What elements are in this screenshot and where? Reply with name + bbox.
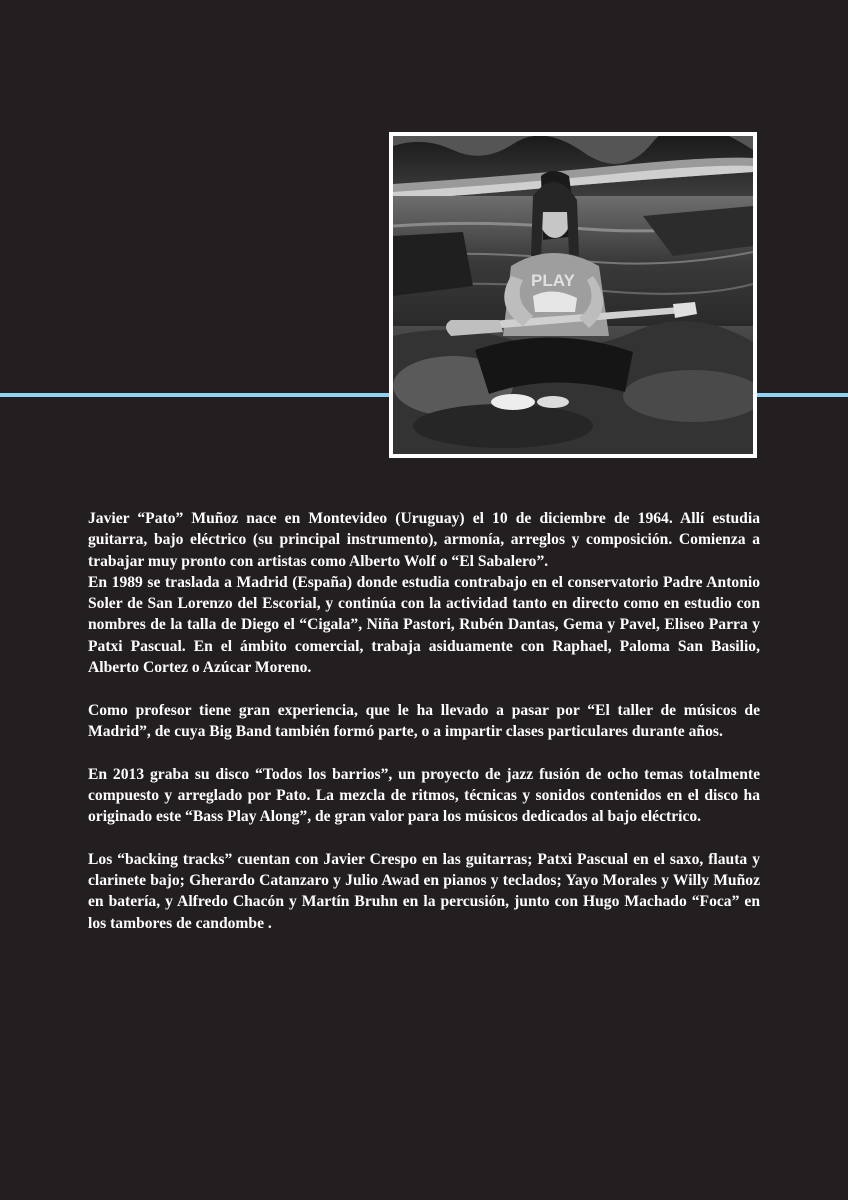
biography-text — [88, 508, 760, 934]
portrait-photo — [393, 136, 753, 454]
bio-paragraph: En 1989 se traslada a Madrid (España) donde estudia contrabajo en el conservatorio Padre Antonio Soler de San Lorenzo del Escorial, y continúa con la actividad tanto en directo como en estudio con nombres de la talla de Diego el “Cigala”, Niña Pastori, Rubén Dantas, Gema y Pavel, Eliseo Parra y Patxi Pascual. En el ámbito comercial, trabaja asiduamente con Raphael, Paloma San Basilio, Alberto Cortez o Azúcar Moreno. — [88, 573, 760, 677]
bio-paragraph: Los “backing tracks” cuentan con Javier Crespo en las guitarras; Patxi Pascual en el saxo, flauta y clarinete bajo; Gherardo Catanzaro y Julio Awad en pianos y teclados; Yayo Morales y Willy Muñoz en batería, y Alfredo Chacón y Martín Bruhn en la percusión, junto con Hugo Machado “Foca” en los tambores de candombe . — [88, 850, 760, 932]
svg-text:PLAY: PLAY — [531, 271, 575, 290]
portrait-photo-frame — [389, 132, 757, 458]
bio-paragraph: Como profesor tiene gran experiencia, que le ha llevado a pasar por “El taller de músicos de Madrid”, de cuya Big Band también formó parte, o a impartir clases particulares durante años. — [88, 701, 760, 740]
bio-paragraph: Javier “Pato” Muñoz nace en Montevideo (Uruguay) el 10 de diciembre de 1964. Allí estudia guitarra, bajo eléctrico (su principal instrumento), armonía, arreglos y composición. Comienza a trabajar muy pronto con artistas como Alberto Wolf o “El Sabalero”. — [88, 510, 760, 570]
bio-paragraph: En 2013 graba su disco “Todos los barrios”, un proyecto de jazz fusión de ocho temas totalmente compuesto y arreglado por Pato. La mezcla de ritmos, técnicas y sonidos contenidos en el disco ha originado este “Bass Play Along”, de gran valor para los músicos dedicados al bajo eléctrico. — [88, 765, 760, 826]
